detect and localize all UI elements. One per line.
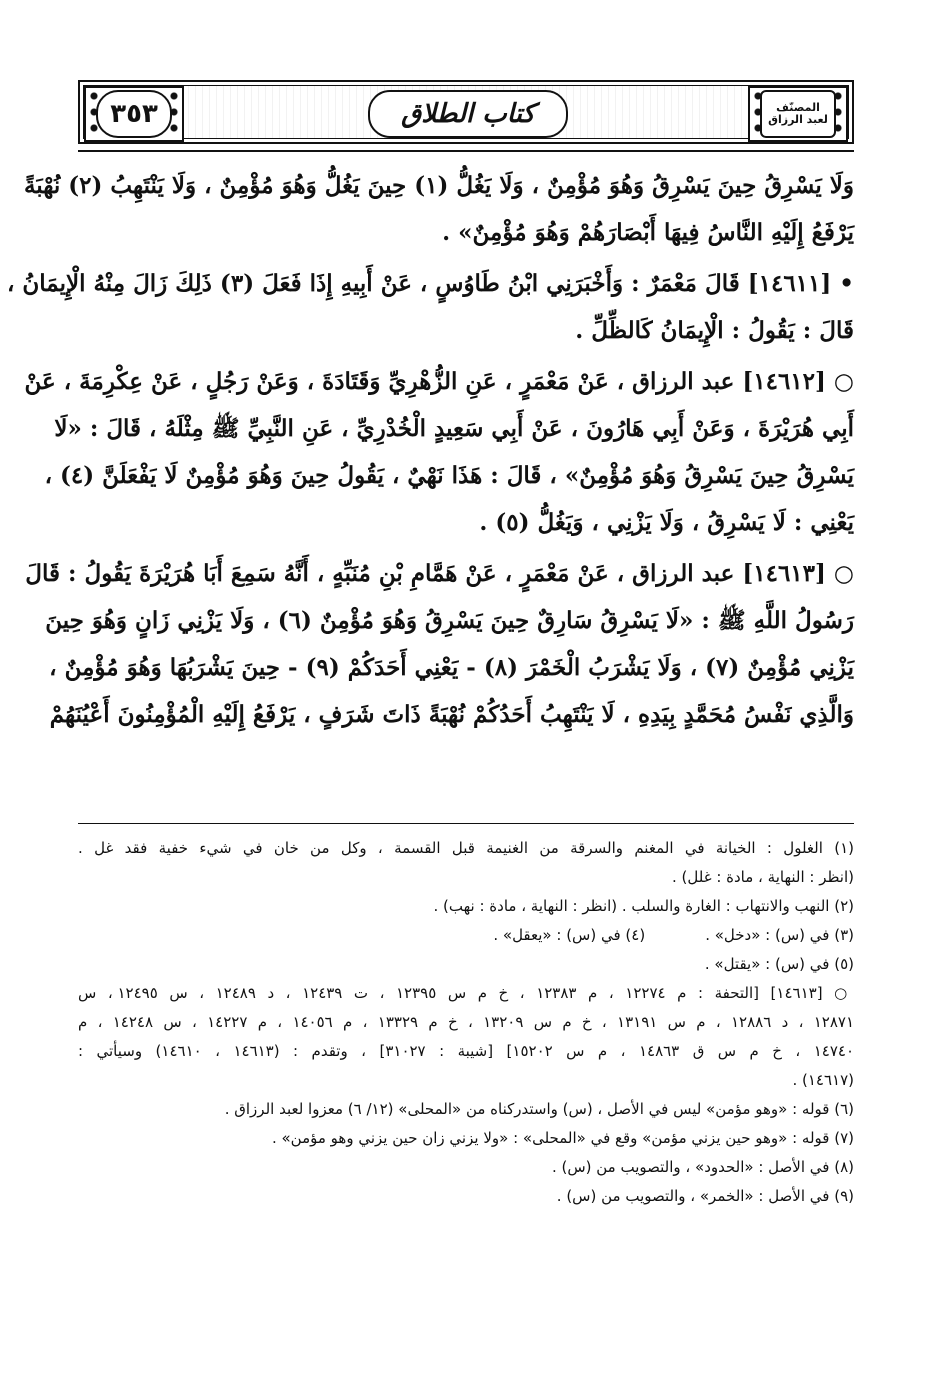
running-title-cartouche	[368, 90, 568, 138]
footnote-line: ○ [١٤٦١٣] [التحفة : م ١٢٢٧٤ ، م ١٢٣٨٣ ، خ م س ١٢٣٩٥ ، ت ١٢٤٣٩ ، د ١٢٤٨٩ ، س ١٢٤٩٥ ، س	[78, 984, 854, 1002]
text-line: يَزْنِي مُؤْمِنٌ (٧) ، وَلَا يَشْرَبُ الْخَمْرَ (٨) - يَعْنِي أَحَدَكُمْ (٩) - حِينَ يَشْرَبُهَا وَهُوَ مُؤْمِنٌ ،	[49, 654, 854, 681]
text-line: ○ [١٤٦١٣] عبد الرزاق ، عَنْ مَعْمَرٍ ، عَنْ هَمَّامِ بْنِ مُنَبِّهٍ ، أَنَّهُ سَمِعَ أَبَا هُرَيْرَةَ يَقُولُ : قَالَ	[25, 560, 854, 587]
book-logo-text	[768, 102, 828, 126]
text-line: رَسُولُ اللَّهِ ﷺ : «لَا يَسْرِقُ سَارِقٌ حِينَ يَسْرِقُ وَهُوَ مُؤْمِنٌ (٦) ، وَلَا يَزْنِي زَانٍ وَهُوَ حِينَ	[45, 607, 854, 634]
logo-line-1: المصنّف	[776, 101, 820, 114]
page-number-cartouche	[96, 90, 172, 138]
footnotes	[78, 834, 854, 1211]
footnote-line: (انظر : النهاية ، مادة : غلل) .	[672, 868, 854, 886]
footnote-line: (٢) النهب والانتهاب : الغارة والسلب . (انظر : النهاية ، مادة : نهب) .	[433, 897, 854, 915]
logo-line-2: لعبد الرزاق	[768, 113, 828, 126]
footnote-line: ١٢٨٧١ ، د ١٢٨٨٦ ، م س ١٣١٩١ ، خ م س ١٣٢٠٩ ، خ م ١٣٣٢٩ ، م ١٤٠٥٦ ، م ١٤٢٢٧ ، س ١٤٢٤٨ ، م	[78, 1013, 855, 1031]
footnote-line: (٩) في الأصل : «الخمر» ، والتصويب من (س) .	[556, 1187, 854, 1205]
paragraph-14613	[25, 550, 854, 738]
text-line: أَبِي هُرَيْرَةَ ، وَعَنْ أَبِي هَارُونَ ، عَنْ أَبِي سَعِيدٍ الْخُدْرِيِّ ، عَنِ النَّبِيِّ ﷺ مِثْلَهُ ، قَالَ : «لَا	[54, 415, 854, 442]
running-title: كتاب الطلاق	[401, 99, 535, 129]
page-header	[78, 80, 854, 144]
text-line: وَالَّذِي نَفْسُ مُحَمَّدٍ بِيَدِهِ ، لَا يَنْتَهِبُ أَحَدُكُمْ نُهْبَةً ذَاتَ شَرَفٍ ، يَرْفَعُ إِلَيْهِ الْمُؤْمِنُونَ أَعْيُنَهُمْ	[49, 701, 854, 728]
paragraph-hadith-continuation	[23, 162, 854, 256]
footnote-7	[78, 1124, 854, 1153]
paragraph-14612	[24, 358, 854, 546]
footnote-1	[78, 834, 854, 892]
footnote-line: (١٤٦١٧) .	[792, 1071, 854, 1089]
page-number: ٣٥٣	[110, 99, 158, 129]
footnotes-3-4	[78, 921, 854, 950]
header-rule	[78, 150, 854, 152]
text-line: ○ [١٤٦١٢] عبد الرزاق ، عَنْ مَعْمَرٍ ، عَنِ الزُّهْرِيِّ وَقَتَادَةَ ، وَعَنْ رَجُلٍ ، عَنْ عِكْرِمَةَ ، عَنْ	[24, 368, 854, 395]
text-line: قَالَ : يَقُولُ : الْإِيمَانُ كَالظِّلِّ .	[575, 317, 854, 344]
paragraph-14611	[6, 260, 854, 354]
footnote-2	[78, 892, 854, 921]
text-line: وَلَا يَسْرِقُ حِينَ يَسْرِقُ وَهُوَ مُؤْمِنٌ ، وَلَا يَغُلُّ (١) حِينَ يَغُلُّ وَهُوَ مُؤْمِنٌ ، وَلَا يَنْتَهِبُ (٢) نُهْبَةً	[23, 172, 854, 199]
footnote-line: (٨) في الأصل : «الحدود» ، والتصويب من (س) .	[551, 1158, 854, 1176]
footnote-8	[78, 1153, 854, 1182]
footnote-line: (٦) قوله : «وهو مؤمن» ليس في الأصل ، (س) واستدركناه من «المحلى» (١٢/ ٦) معزوا لعبد الرزاق .	[224, 1100, 854, 1118]
footnote-rule	[78, 823, 854, 824]
footnote-line: (١) الغلول : الخيانة في المغنم والسرقة من الغنيمة قبل القسمة ، وكل من خان في شيء خفية فقد غل .	[78, 839, 854, 857]
footnote-4: (٤) في (س) : «يعقل» .	[493, 926, 646, 944]
book-logo	[760, 90, 836, 138]
footnote-5	[78, 950, 854, 979]
text-line: يَسْرِقُ حِينَ يَسْرِقُ وَهُوَ مُؤْمِنٌ» ، قَالَ : هَذَا نَهْيٌ ، يَقُولُ حِينَ وَهُوَ مُؤْمِنٌ لَا يَفْعَلَنَّ (٤) ،	[44, 462, 854, 489]
footnote-3: (٣) في (س) : «دخل» .	[705, 926, 854, 944]
footnote-6	[78, 1095, 854, 1124]
footnote-takhrij	[78, 979, 854, 1095]
footnote-9	[78, 1182, 854, 1211]
footnote-line: ١٤٧٤٠ ، خ م س ق ١٤٨٦٣ ، م س ١٥٢٠٢] [شيبة : ٣١٠٢٧] ، وتقدم : (١٤٦١٣ ، ١٤٦١٠) وسيأتي :	[78, 1042, 855, 1060]
footnote-line: (٧) قوله : «وهو حين يزني مؤمن» وقع في «المحلى» : «ولا يزني زان حين يزني وهو مؤمن» .	[271, 1129, 854, 1147]
main-text	[6, 162, 854, 738]
text-line: يَعْنِي : لَا يَسْرِقُ ، وَلَا يَزْنِي ، وَيَغُلُّ (٥) .	[479, 509, 854, 536]
text-line: • [١٤٦١١] قَالَ مَعْمَرٌ : وَأَخْبَرَنِي ابْنُ طَاوُسٍ ، عَنْ أَبِيهِ إِذَا فَعَلَ (٣) ذَلِكَ زَالَ مِنْهُ الْإِيمَانُ ،	[6, 270, 854, 297]
footnote-line: (٥) في (س) : «يقتل» .	[704, 955, 854, 973]
text-line: يَرْفَعُ إِلَيْهِ النَّاسُ فِيهَا أَبْصَارَهُمْ وَهُوَ مُؤْمِنٌ» .	[442, 219, 854, 246]
